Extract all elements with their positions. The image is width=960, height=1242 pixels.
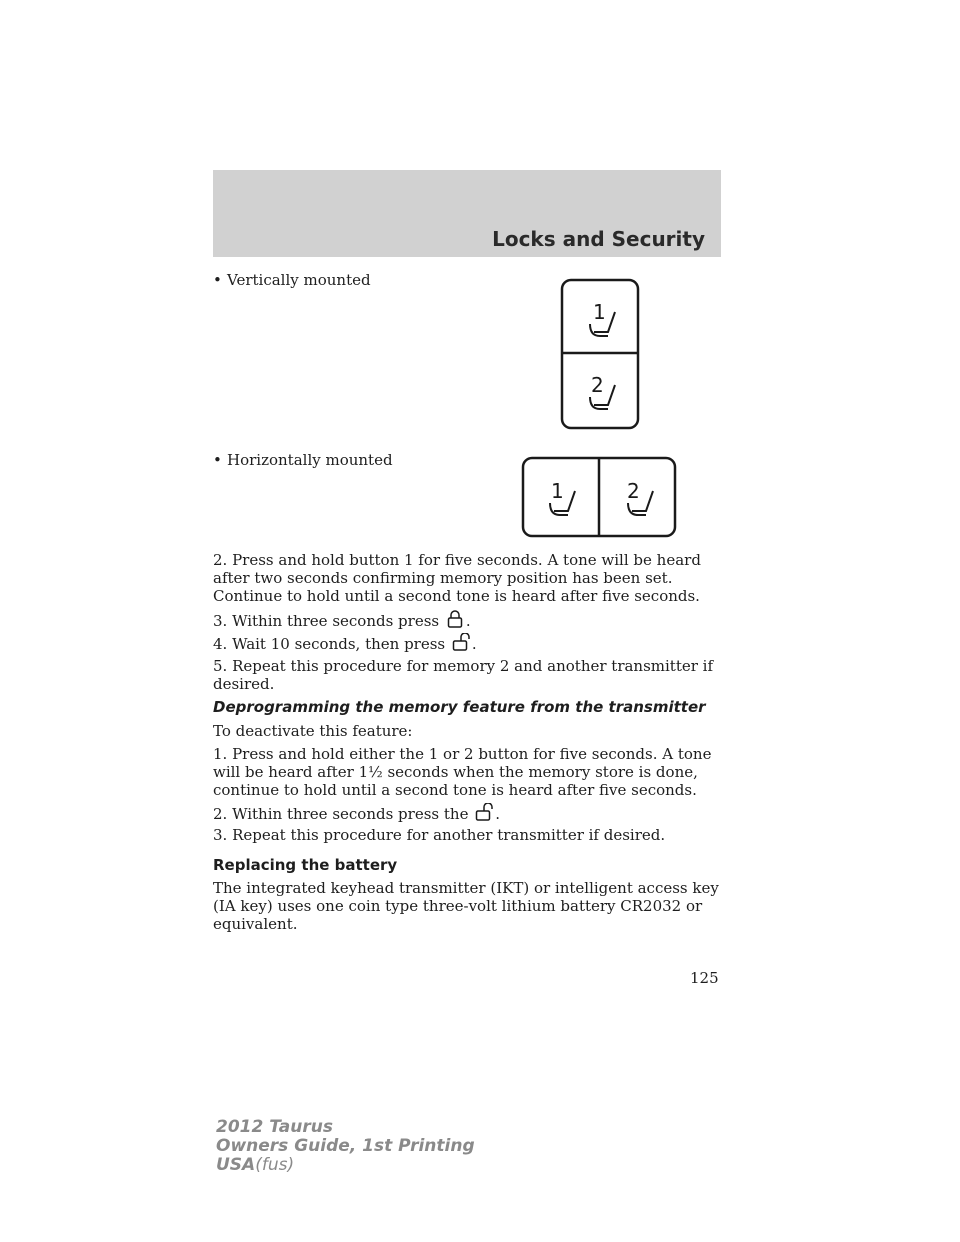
footer-line-3: USA(fus) xyxy=(216,1155,295,1175)
deprogramming-intro: To deactivate this feature: xyxy=(213,722,413,740)
bullet-horizontal: • Horizontally mounted xyxy=(213,451,393,469)
bullet-horizontal-text: Horizontally mounted xyxy=(227,451,393,469)
step-5-text: 5. Repeat this procedure for memory 2 and another transmitter if desired. xyxy=(213,657,714,693)
deprogramming-step-1-text: 1. Press and hold either the 1 or 2 button for five seconds. A tone will be heard after 1½ seconds when the memory store is done, continue to hold until a second tone is heard after five seconds. xyxy=(213,745,712,799)
memory-1-label: 1 xyxy=(551,479,564,503)
step-3-text: 3. Within three seconds press xyxy=(213,612,440,630)
deprogramming-heading: Deprogramming the memory feature from the transmitter xyxy=(213,698,706,716)
battery-heading: Replacing the battery xyxy=(213,856,398,874)
footer-line-1: 2012 Taurus xyxy=(216,1117,333,1137)
page-number: 125 xyxy=(690,969,719,987)
memory-2-label: 2 xyxy=(591,373,604,397)
step-4: 4. Wait 10 seconds, then press . xyxy=(213,635,477,653)
unlock-icon xyxy=(452,633,470,651)
section-title: Locks and Security xyxy=(492,227,705,251)
footer-line-2: Owners Guide, 1st Printing xyxy=(216,1136,475,1156)
lock-icon xyxy=(446,610,464,628)
bullet-vertical: • Vertically mounted xyxy=(213,271,371,289)
deprogramming-step-3-text: 3. Repeat this procedure for another transmitter if desired. xyxy=(213,826,666,844)
battery-text: The integrated keyhead transmitter (IKT) or intelligent access key (IA key) uses one coin type three-volt lithium battery CR2032 or equivalent. xyxy=(213,879,719,933)
vertical-memory-switch-diagram xyxy=(560,278,640,430)
memory-2-label: 2 xyxy=(627,479,640,503)
memory-1-label: 1 xyxy=(593,300,606,324)
deprogramming-step-2: 2. Within three seconds press the . xyxy=(213,805,501,823)
unlock-icon xyxy=(475,803,493,821)
step-4-text: 4. Wait 10 seconds, then press xyxy=(213,635,446,653)
horizontal-memory-switch-diagram xyxy=(521,456,677,538)
step-2-text: 2. Press and hold button 1 for five seconds. A tone will be heard after two seconds confirming memory position has been set. Continue to hold until a second tone is heard after five seconds. xyxy=(213,551,701,605)
bullet-vertical-text: Vertically mounted xyxy=(227,271,371,289)
footer-edition xyxy=(216,1118,475,1175)
step-3: 3. Within three seconds press . xyxy=(213,612,471,630)
deprogramming-step-2-text: 2. Within three seconds press the xyxy=(213,805,469,823)
section-header-band xyxy=(213,170,721,257)
